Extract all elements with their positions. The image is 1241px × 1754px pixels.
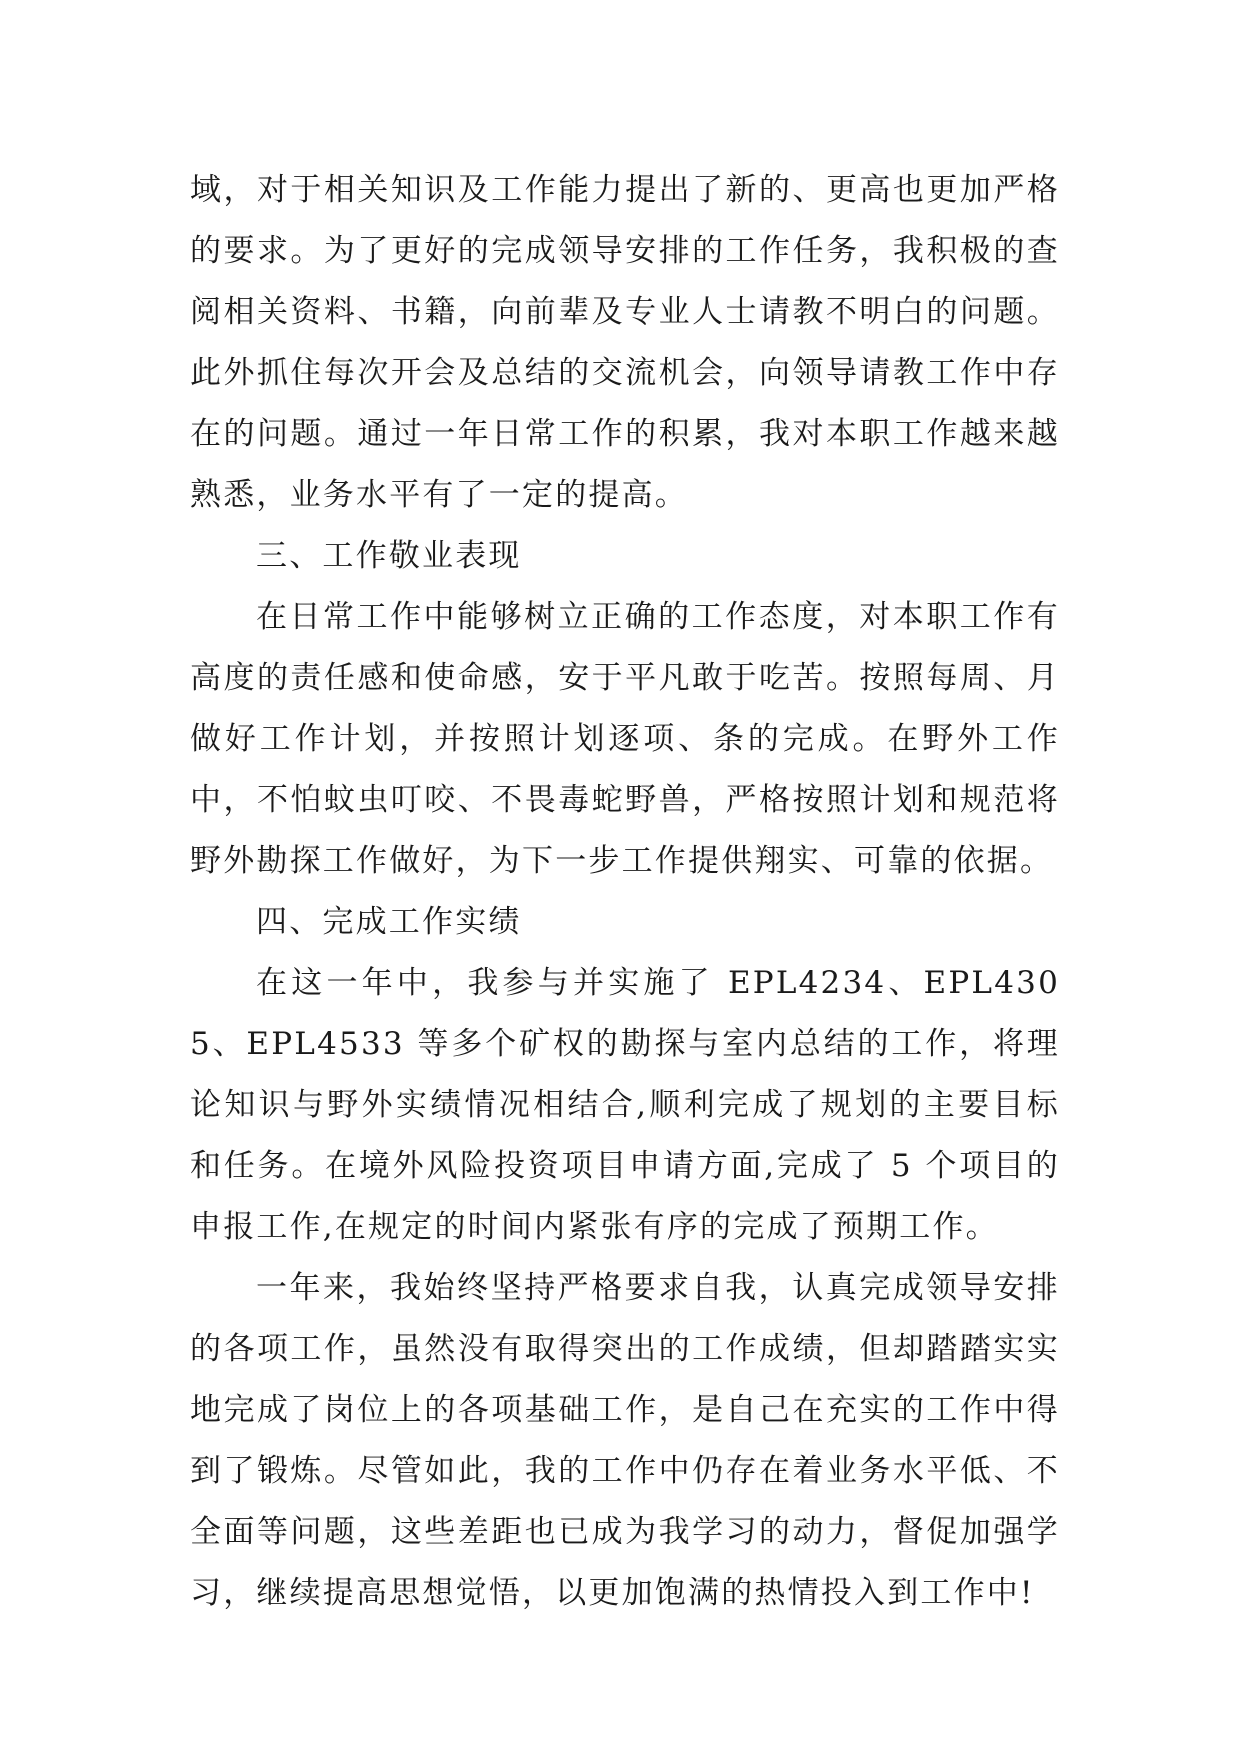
section-heading-4: 四、完成工作实绩 xyxy=(256,904,522,940)
paragraph-conclusion: 一年来，我始终坚持严格要求自我，认真完成领导安排的各项工作，虽然没有取得突出的工作成绩，但却踏踏实实地完成了岗位上的各项基础工作，是自己在充实的工作中得到了锻炼。尽管如此，我的工作中仍存在着业务水平低、不全面等问题，这些差距也已成为我学习的动力，督促加强学习，继续提高思想觉悟，以更加饱满的热情投入到工作中! xyxy=(190,1270,1060,1611)
section-heading-3: 三、工作敬业表现 xyxy=(256,538,522,574)
document-body xyxy=(190,160,1060,1624)
paragraph-work-attitude: 在日常工作中能够树立正确的工作态度，对本职工作有高度的责任感和使命感，安于平凡敢于吃苦。按照每周、月做好工作计划，并按照计划逐项、条的完成。在野外工作中，不怕蚊虫叮咬、不畏毒蛇野兽，严格按照计划和规范将野外勘探工作做好，为下一步工作提供翔实、可靠的依据。 xyxy=(190,599,1060,879)
paragraph-continuation: 域，对于相关知识及工作能力提出了新的、更高也更加严格的要求。为了更好的完成领导安排的工作任务，我积极的查阅相关资料、书籍，向前辈及专业人士请教不明白的问题。此外抓住每次开会及总结的交流机会，向领导请教工作中存在的问题。通过一年日常工作的积累，我对本职工作越来越熟悉，业务水平有了一定的提高。 xyxy=(190,172,1060,513)
paragraph-work-achievements: 在这一年中，我参与并实施了 EPL4234、EPL4305、EPL4533 等多个矿权的勘探与室内总结的工作，将理论知识与野外实绩情况相结合,顺利完成了规划的主要目标和任务。在境外风险投资项目申请方面,完成了 5 个项目的申报工作,在规定的时间内紧张有序的完成了预期工作。 xyxy=(190,965,1060,1245)
